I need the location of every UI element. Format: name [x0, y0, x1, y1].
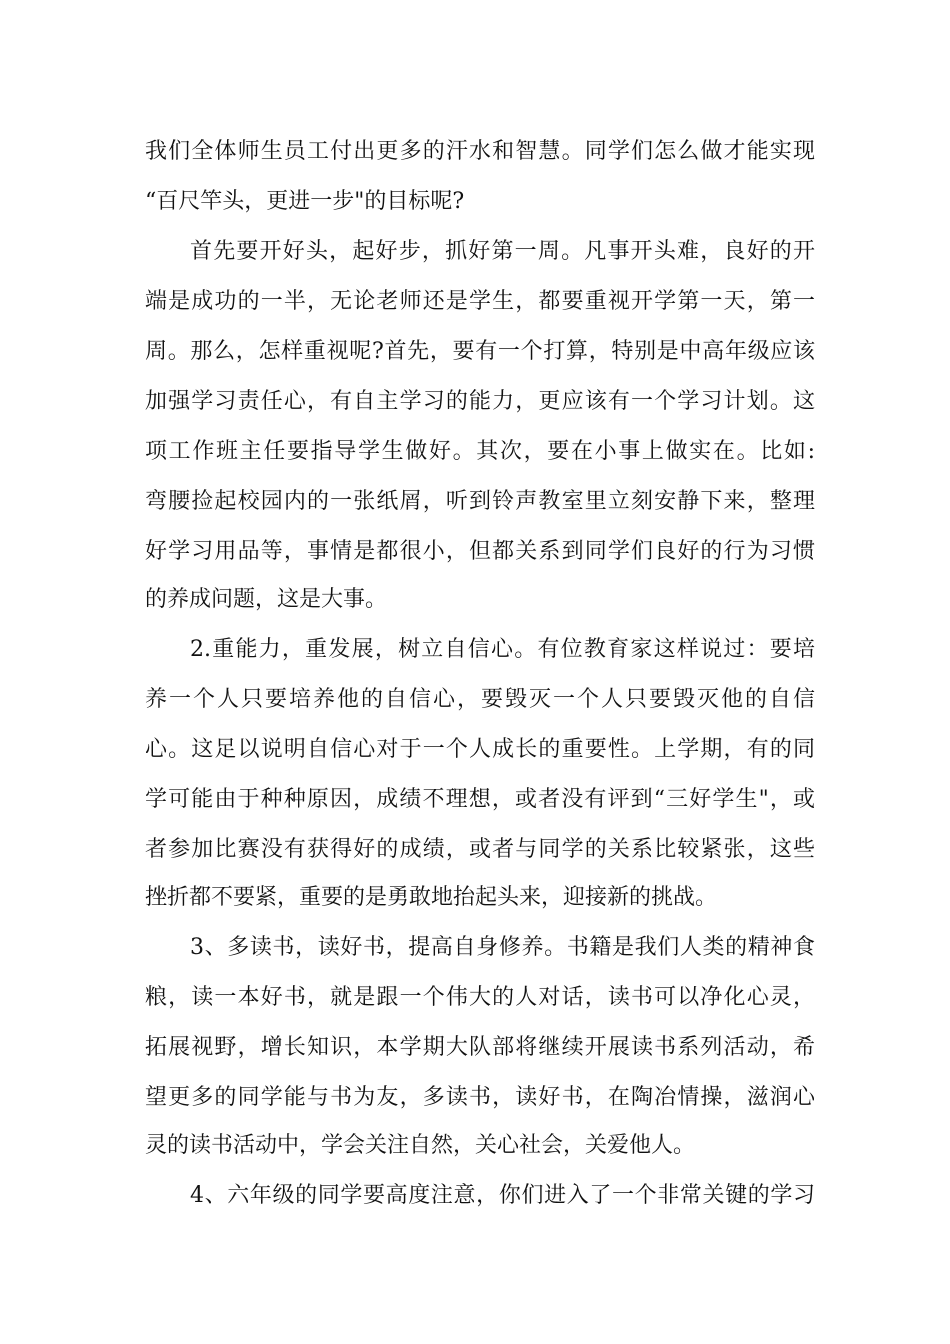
text-line-12: 养一个人只要培养他的自信心，要毁灭一个人只要毁灭他的自信 — [145, 687, 815, 712]
text-line-8: 弯腰捡起校园内的一张纸屑，听到铃声教室里立刻安静下来，整理 — [145, 489, 815, 514]
paragraph-first-line: 2.重能力，重发展，树立自信心。有位教育家这样说过：要培 — [190, 637, 815, 662]
text-line-19: 拓展视野，增长知识，本学期大队部将继续开展读书系列活动，希 — [145, 1035, 815, 1060]
text-line-2: “百尺竿头，更进一步"的目标呢? — [145, 189, 465, 214]
text-line-7: 项工作班主任要指导学生做好。其次，要在小事上做实在。比如: — [145, 439, 815, 464]
text-line-14: 学可能由于种种原因，成绩不理想，或者没有评到“三好学生"，或 — [145, 787, 815, 812]
text-line-6: 加强学习责任心，有自主学习的能力，更应该有一个学习计划。这 — [145, 389, 815, 414]
text-line-10: 的养成问题，这是大事。 — [145, 587, 388, 612]
paragraph-first-line: 首先要开好头，起好步，抓好第一周。凡事开头难，良好的开 — [190, 239, 815, 264]
paragraph-first-line: 4、六年级的同学要高度注意，你们进入了一个非常关键的学习 — [190, 1183, 815, 1208]
text-line-4: 端是成功的一半，无论老师还是学生，都要重视开学第一天，第一 — [145, 289, 815, 314]
text-line-20: 望更多的同学能与书为友，多读书，读好书，在陶冶情操，滋润心 — [145, 1085, 815, 1110]
text-line-15: 者参加比赛没有获得好的成绩，或者与同学的关系比较紧张，这些 — [145, 837, 815, 862]
text-line-13: 心。这足以说明自信心对于一个人成长的重要性。上学期，有的同 — [145, 737, 815, 762]
text-line-18: 粮，读一本好书，就是跟一个伟大的人对话，读书可以净化心灵， — [145, 985, 815, 1010]
text-line-5: 周。那么，怎样重视呢?首先，要有一个打算，特别是中高年级应该 — [145, 339, 815, 364]
paragraph-first-line: 3、多读书，读好书，提高自身修养。书籍是我们人类的精神食 — [190, 935, 815, 960]
text-line-9: 好学习用品等，事情是都很小，但都关系到同学们良好的行为习惯 — [145, 539, 815, 564]
text-line-21: 灵的读书活动中，学会关注自然，关心社会，关爱他人。 — [145, 1133, 696, 1158]
text-line-16: 挫折都不要紧，重要的是勇敢地抬起头来，迎接新的挑战。 — [145, 885, 718, 910]
text-line-1: 我们全体师生员工付出更多的汗水和智慧。同学们怎么做才能实现 — [145, 139, 815, 164]
